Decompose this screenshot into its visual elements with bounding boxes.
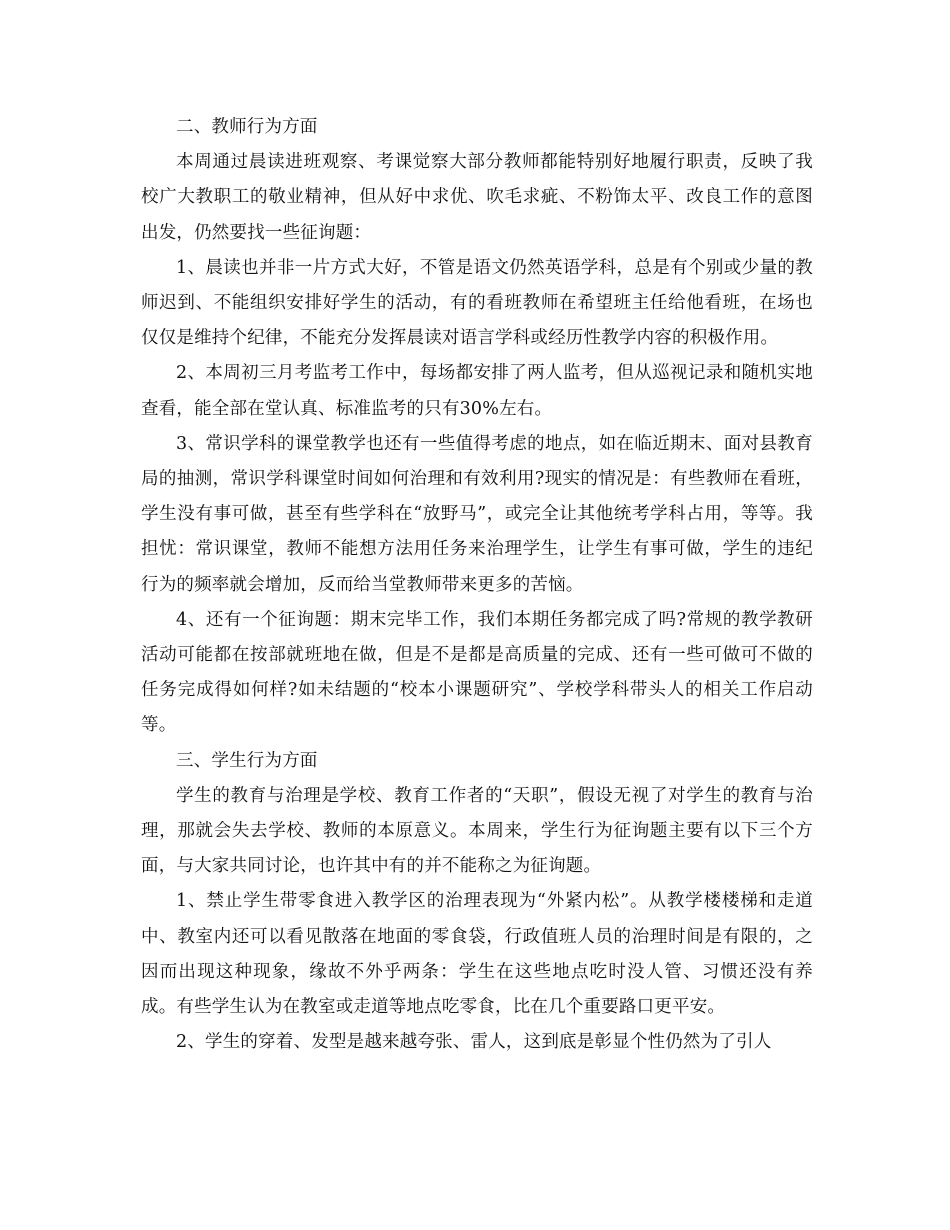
paragraph: 本周通过晨读进班观察、考课觉察大部分教师都能特别好地履行职责，反映了我校广大教职工的敬业精神，但从好中求优、吹毛求疵、不粉饰太平、改良工作的意图出发，仍然要找一些征询题： bbox=[141, 152, 813, 243]
document-body bbox=[141, 110, 813, 1060]
paragraph: 1、晨读也并非一片方式大好，不管是语文仍然英语学科，总是有个别或少量的教师迟到、不能组织安排好学生的活动，有的看班教师在希望班主任给他看班，在场也仅仅是维持个纪律，不能充分发挥晨读对语言学科或经历性教学内容的积极作用。 bbox=[141, 257, 813, 349]
paragraph: 4、还有一个征询题：期末完毕工作，我们本期任务都完成了吗?常规的教学教研活动可能都在按部就班地在做，但是不是都是高质量的完成、还有一些可做可不做的任务完成得如何样?如未结题的“校本小课题研究”、学校学科带头人的相关工作启动等。 bbox=[141, 609, 813, 736]
paragraph: 3、常识学科的课堂教学也还有一些值得考虑的地点，如在临近期末、面对县教育局的抽测，常识学科课堂时间如何治理和有效利用?现实的情况是：有些教师在看班，学生没有事可做，甚至有些学科在“放野马”，或完全让其他统考学科占用，等等。我担忧：常识课堂，教师不能想方法用任务来治理学生，让学生有事可做，学生的违纪行为的频率就会增加，反而给当堂教师带来更多的苦恼。 bbox=[141, 433, 813, 595]
paragraph: 2、学生的穿着、发型是越来越夸张、雷人，这到底是彰显个性仍然为了引人 bbox=[176, 1032, 772, 1053]
paragraph: 学生的教育与治理是学校、教育工作者的“天职”，假设无视了对学生的教育与治理，那就会失去学校、教师的本原意义。本周来，学生行为征询题主要有以下三个方面，与大家共同讨论，也许其中有的并不能称之为征询题。 bbox=[141, 785, 813, 877]
paragraph: 1、禁止学生带零食进入教学区的治理表现为“外紧内松”。从教学楼楼梯和走道中、教室内还可以看见散落在地面的零食袋，行政值班人员的治理时间是有限的，之因而出现这种现象，缘故不外乎两条：学生在这些地点吃时没人管、习惯还没有养成。有些学生认为在教室或走道等地点吃零食，比在几个重要路口更平安。 bbox=[141, 891, 813, 1018]
section-heading: 三、学生行为方面 bbox=[176, 750, 318, 771]
section-heading: 二、教师行为方面 bbox=[176, 117, 318, 137]
paragraph: 2、本周初三月考监考工作中，每场都安排了两人监考，但从巡视记录和随机实地查看，能全部在堂认真、标准监考的只有30%左右。 bbox=[141, 363, 813, 419]
